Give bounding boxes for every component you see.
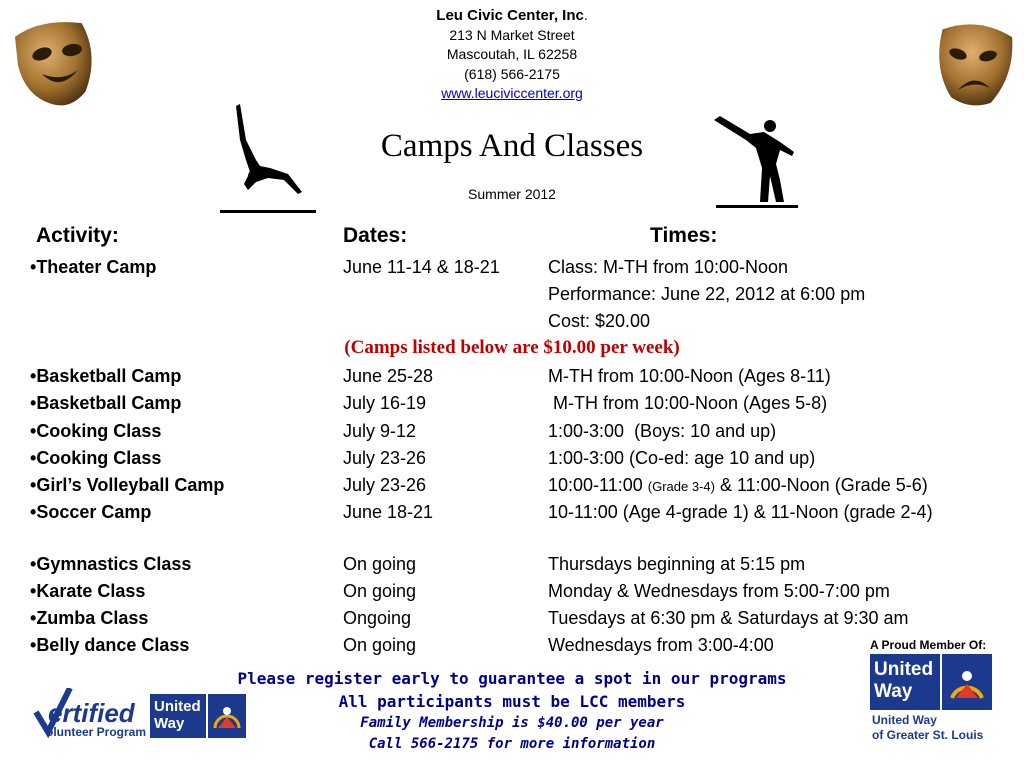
activity-dates: June 11-14 & 18-21 xyxy=(343,257,500,277)
tragedy-mask-icon xyxy=(928,14,1018,112)
list-item xyxy=(0,445,1024,471)
activity-dates: July 16-19 xyxy=(343,393,427,413)
activity-name: Zumba Class xyxy=(36,608,149,628)
list-item xyxy=(0,605,1024,631)
bullet-icon: • xyxy=(30,581,37,601)
activity-name: Theater Camp xyxy=(36,257,157,277)
bullet-icon: • xyxy=(30,635,37,655)
comedy-mask-icon xyxy=(8,12,106,112)
registration-footer xyxy=(150,667,874,755)
activity-times: Thursdays beginning at 5:15 pm xyxy=(548,554,806,574)
activity-name: Basketball Camp xyxy=(36,393,182,413)
activity-name: Cooking Class xyxy=(36,421,162,441)
activity-times: M-TH from 10:00-Noon (Ages 8-11) xyxy=(548,366,831,386)
svg-text:ertified: ertified xyxy=(48,698,135,728)
activity-name: Cooking Class xyxy=(36,448,162,468)
column-header-times: Times: xyxy=(650,224,718,247)
activity-name: Basketball Camp xyxy=(36,366,182,386)
activity-name: Girl’s Volleyball Camp xyxy=(36,475,225,495)
page-subtitle: Summer 2012 xyxy=(468,186,556,202)
activity-times: Monday & Wednesdays from 5:00-7:00 pm xyxy=(548,581,890,601)
activity-dates: June 18-21 xyxy=(343,502,434,522)
activity-name: Belly dance Class xyxy=(36,635,190,655)
list-item xyxy=(0,499,1024,525)
organization-name: Leu Civic Center, Inc xyxy=(436,7,584,24)
city-state-zip: Mascoutah, IL 62258 xyxy=(446,46,578,62)
pricing-note: (Camps listed below are $10.00 per week) xyxy=(344,337,680,358)
list-item xyxy=(0,578,1024,604)
footer-line-register: Please register early to guarantee a spot in our programs xyxy=(237,669,787,688)
activity-times: Tuesdays at 6:30 pm & Saturdays at 9:30 am xyxy=(548,608,909,628)
bullet-icon: • xyxy=(30,608,37,628)
activity-dates: July 23-26 xyxy=(343,448,427,468)
activity-name: Soccer Camp xyxy=(36,502,152,522)
activity-times: Performance: June 22, 2012 at 6:00 pm xyxy=(548,284,866,304)
bullet-icon: • xyxy=(30,366,37,386)
footer-line-membership: All participants must be LCC members xyxy=(338,692,686,711)
activity-name: Karate Class xyxy=(36,581,146,601)
footer-line-contact: Call 566-2175 for more information xyxy=(368,736,656,752)
list-item-continuation xyxy=(0,308,1024,334)
activity-times: Class: M-TH from 10:00-Noon xyxy=(548,257,789,277)
united-way-caption: United Way of Greater St. Louis xyxy=(872,713,984,742)
bullet-icon: • xyxy=(30,257,37,277)
list-item xyxy=(0,418,1024,444)
phone-number: (618) 566-2175 xyxy=(464,65,560,82)
bullet-icon: • xyxy=(30,448,37,468)
list-item xyxy=(0,472,1024,498)
list-item xyxy=(0,551,1024,577)
street-address: 213 N Market Street xyxy=(449,26,575,43)
activity-times: Wednesdays from 3:00-4:00 xyxy=(548,635,774,655)
activity-times: M-TH from 10:00-Noon (Ages 5-8) xyxy=(548,393,828,413)
bullet-icon: • xyxy=(30,502,37,522)
bullet-icon: • xyxy=(30,421,37,441)
activity-times: 1:00-3:00 (Boys: 10 and up) xyxy=(548,421,777,441)
organization-name-suffix: . xyxy=(583,7,588,23)
activity-dates: July 9-12 xyxy=(343,421,417,441)
activity-times: 1:00-3:00 (Co-ed: age 10 and up) xyxy=(548,448,816,468)
activity-dates: On going xyxy=(343,635,417,655)
activity-dates: On going xyxy=(343,581,417,601)
column-header-dates: Dates: xyxy=(343,224,408,247)
list-item-continuation xyxy=(0,281,1024,307)
activity-dates: June 25-28 xyxy=(343,366,434,386)
activity-name: Gymnastics Class xyxy=(36,554,192,574)
activity-dates: July 23-26 xyxy=(343,475,427,495)
united-way-logo: United Way xyxy=(870,654,992,712)
column-header-activity: Activity: xyxy=(36,224,119,247)
bullet-icon: • xyxy=(30,554,37,574)
activity-cost: Cost: $20.00 xyxy=(548,311,651,331)
united-way-hand-icon xyxy=(942,654,992,710)
united-way-small-logo: United Way xyxy=(150,694,246,738)
website-link[interactable]: www.leuciviccenter.org xyxy=(441,85,583,101)
list-item xyxy=(0,254,1024,280)
proud-member-label: A Proud Member Of: xyxy=(870,638,987,652)
certified-volunteer-logo xyxy=(30,688,146,740)
activity-dates: Ongoing xyxy=(343,608,412,628)
activity-times: 10-11:00 (Age 4-grade 1) & 11-Noon (grade 2-4) xyxy=(548,502,933,522)
list-item xyxy=(0,363,1024,389)
activity-times: 10:00-11:00 (Grade 3-4) & 11:00-Noon (Grade 5-6) xyxy=(548,475,928,495)
footer-line-fee: Family Membership is $40.00 per year xyxy=(360,715,664,731)
bullet-icon: • xyxy=(30,475,37,495)
bullet-icon: • xyxy=(30,393,37,413)
svg-text:olunteer Program: olunteer Program xyxy=(46,725,146,739)
page-title: Camps And Classes xyxy=(380,128,644,164)
activity-dates: On going xyxy=(343,554,417,574)
list-item xyxy=(0,390,1024,416)
organization-header xyxy=(362,6,662,104)
